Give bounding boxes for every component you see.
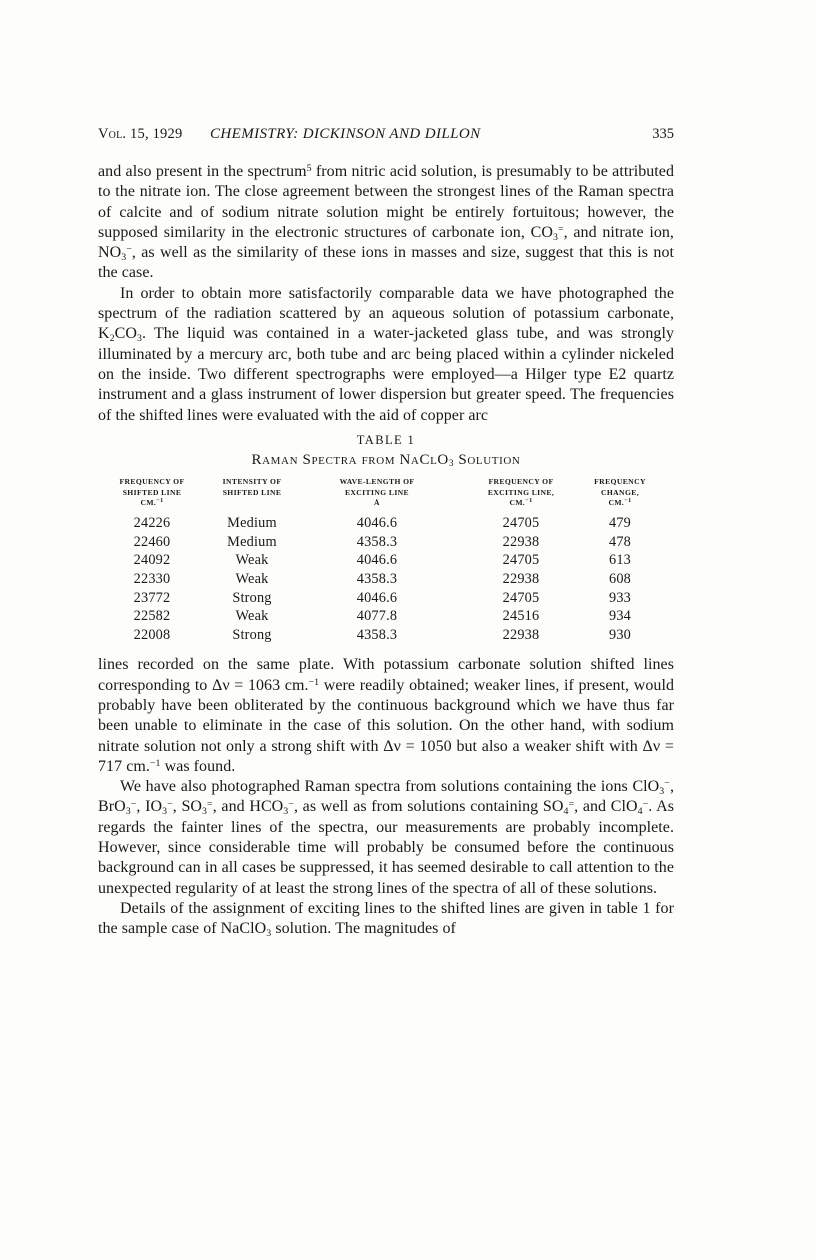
table-column-header [456,477,586,509]
table-cell: 4046.6 [356,589,398,606]
table-column-header-line: EXCITING LINE [344,487,410,497]
table-cell: 933 [608,589,632,606]
table-cell: 4358.3 [356,571,398,588]
paragraph-2: In order to obtain more satisfactorily comparable data we have photographed the spectrum of the radiation scattered by an aqueous solution of potassium carbonate, $K_2CO_3$. The liquid was contained in a water-jacketed glass tube, and was strongly illuminated by a mercury arc, both tube and arc being placed within a cylinder nickeled on the inside. Two different spectrographs were employed—a Hilger type E2 quartz instrument and a glass instrument of lower dispersion but greater speed. The frequencies of the shifted lines were evaluated with the aid of copper arc [98,284,674,424]
table-cell: 4077.8 [356,608,398,625]
table-column-header [98,477,206,509]
table-cell: 24705 [502,589,540,606]
running-header [98,126,674,142]
table-cell: Strong [232,589,272,606]
table-column-header [298,477,456,509]
table-cell: 22938 [502,533,540,550]
text-column [98,126,674,940]
paragraph-1: and also present in the spectrum$^5$ from nitric acid solution, is presumably to be attributed to the nitrate ion. The close agreement between the strongest lines of the Raman spectra of calcite and of sodium nitrate solution might be entirely fortuitous; however, the supposed similarity in the electronic structures of carbonate ion, $CO_3^=$, and nitrate ion, $NO_3^-$, as well as the similarity of these ions in masses and size, suggest that this is not the case. [98,163,674,282]
table-cell: Weak [235,552,269,569]
table-1 [98,433,674,645]
table-cell: 24226 [133,515,171,532]
table-column-header-line: CM.$^{-1}$ [608,498,632,508]
table-subtitle: Raman Spectra from NaClO$_3$ Solution [251,451,521,470]
table-cell: Medium [227,515,277,532]
table-column-header-line: INTENSITY OF [222,476,282,486]
table-cell: Weak [235,571,269,588]
volume-issue: Vol. 15, 1929 [98,126,183,142]
table-header-row [98,477,674,509]
table-row [98,570,674,589]
table-row [98,607,674,626]
table-cell: 24705 [502,552,540,569]
table-cell: 24092 [133,552,171,569]
table-row [98,533,674,552]
table-cell: 23772 [133,589,171,606]
page-number: 335 [652,126,674,142]
table-column-header-line: CM.$^{-1}$ [140,498,164,508]
table-column-header-line: CHANGE, [600,487,640,497]
table-cell: 22008 [133,626,171,643]
table-cell: 22460 [133,533,171,550]
table-cell: 22330 [133,571,171,588]
table-column-header [206,477,298,499]
table-row [98,514,674,533]
table-column-header-line: FREQUENCY OF [488,476,554,486]
table-cell: 22938 [502,626,540,643]
table-cell: 608 [608,571,632,588]
table-cell: 934 [608,608,632,625]
paragraph-3: lines recorded on the same plate. With potassium carbonate solution shifted lines corresponding to Δν = 1063 cm.$^{-1}$ were readily obtained; weaker lines, if present, would probably have been obliterated by the continuous background which we have thus far been unable to eliminate in the case of this solution. On the other hand, with sodium nitrate solution not only a strong shift with Δν = 1050 but also a weaker shift with Δν = 717 cm.$^{-1}$ was found. [98,656,674,775]
table-column-header-line: SHIFTED LINE [122,487,182,497]
table-column-header-line: FREQUENCY OF [119,476,185,486]
table-column-header-line: SHIFTED LINE [222,487,282,497]
table-cell: 24705 [502,515,540,532]
table-cell: Weak [235,608,269,625]
table-row [98,626,674,645]
table-cell: 22582 [133,608,171,625]
table-row [98,551,674,570]
table-column-header-line: Å [374,498,380,508]
table-cell: 4358.3 [356,626,398,643]
table-cell: 613 [608,552,632,569]
table-cell: 22938 [502,571,540,588]
table-body [98,514,674,644]
table-row [98,589,674,608]
table-cell: 479 [608,515,632,532]
table-column-header [586,477,654,509]
table-cell: Strong [232,626,272,643]
table-column-header-line: FREQUENCY [594,476,646,486]
table-cell: Medium [227,533,277,550]
article-body [98,162,674,940]
table-cell: 4046.6 [356,552,398,569]
table-title: TABLE 1 [356,432,416,447]
table-cell: 930 [608,626,632,643]
table-column-header-line: WAVE-LENGTH OF [339,476,415,486]
table-cell: 4358.3 [356,533,398,550]
paragraph-4: We have also photographed Raman spectra from solutions containing the ions ClO$_3$−, BrO$_3$−, $IO_3^-$, $SO_3^=$, and $HCO_3^-$, as well as from solutions containing $SO_4^=$, and ClO$_4$−. As regards the fainter lines of the spectra, our measurements are probably incomplete. However, since considerable time will probably be consumed before the continuous background can in all cases be suppressed, it has seemed desirable to call attention to the unexpected regularity of at least the strong lines of the spectra of all of these solutions. [98,778,674,897]
table-column-header-line: EXCITING LINE, [487,487,555,497]
running-title: CHEMISTRY: DICKINSON AND DILLON [210,126,481,142]
table-cell: 478 [608,533,632,550]
table-column-header-line: CM.$^{-1}$ [509,498,533,508]
paragraph-5: Details of the assignment of exciting lines to the shifted lines are given in table 1 for the sample case of NaClO$_3$ solution. The magnitudes of [98,899,674,940]
table-cell: 4046.6 [356,515,398,532]
table-cell: 24516 [502,608,540,625]
